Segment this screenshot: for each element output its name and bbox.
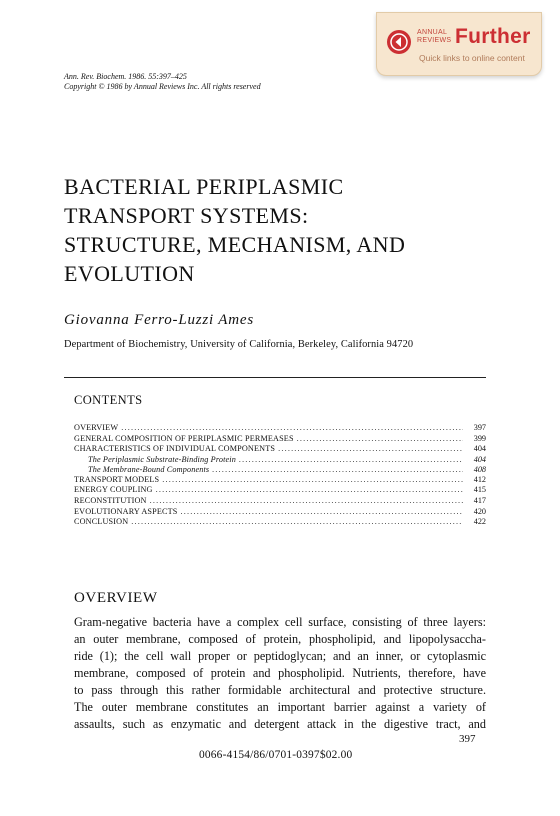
toc-page: 422: [473, 517, 486, 527]
author-name: Giovanna Ferro-Luzzi Ames: [64, 312, 254, 328]
body-line: membrane, composed of protein and phospholipid. Nutrients, therefore, have: [74, 666, 486, 680]
section-divider: [64, 377, 486, 378]
toc-entry-evolutionary-aspects[interactable]: [74, 507, 486, 518]
author-affiliation: Department of Biochemistry, University of California, Berkeley, California 94720: [64, 339, 414, 350]
toc-leader: [162, 475, 463, 486]
play-arrow-icon[interactable]: [387, 30, 411, 54]
toc-page: 397: [473, 423, 486, 432]
further-badge[interactable]: [376, 12, 542, 76]
overview-heading: OVERVIEW: [74, 590, 158, 606]
toc-label: RECONSTITUTION: [74, 495, 147, 505]
body-line: assaults, such as enzymatic and detergent attack in the digestive tract, and: [74, 717, 486, 731]
toc-entry-transport-models[interactable]: [74, 475, 486, 486]
toc-label: EVOLUTIONARY ASPECTS: [74, 506, 178, 516]
toc-page: 404: [473, 454, 486, 464]
badge-further-label: Further: [455, 25, 531, 48]
annual-reviews-logo-text: [417, 29, 451, 45]
toc-leader: [150, 496, 463, 507]
toc-leader: [180, 507, 463, 518]
title-line: STRUCTURE, MECHANISM, AND: [64, 232, 406, 257]
contents-heading: CONTENTS: [74, 393, 143, 407]
toc-label: ENERGY COUPLING: [74, 485, 153, 495]
toc-entry-binding-protein[interactable]: [74, 455, 486, 465]
toc-leader: [297, 434, 463, 445]
title-line: BACTERIAL PERIPLASMIC: [64, 174, 344, 199]
toc-page: 408: [473, 464, 486, 474]
overview-paragraph: [74, 614, 486, 733]
toc-page: 417: [473, 495, 486, 505]
toc-leader: [278, 444, 463, 455]
footer-price-code: 0066-4154/86/0701-0397$02.00: [199, 749, 353, 761]
title-line: TRANSPORT SYSTEMS:: [64, 203, 309, 228]
toc-entry-conclusion[interactable]: [74, 517, 486, 528]
toc-page: 420: [473, 506, 486, 516]
toc-label: GENERAL COMPOSITION OF PERIPLASMIC PERMEASES: [74, 433, 294, 443]
toc-label: OVERVIEW: [74, 423, 119, 432]
toc-entry-overview[interactable]: [74, 423, 486, 434]
article-title: [64, 172, 504, 288]
toc-label: The Periplasmic Substrate-Binding Protein: [88, 454, 236, 464]
toc-page: 399: [473, 433, 486, 443]
title-line: EVOLUTION: [64, 261, 195, 286]
toc-leader: [121, 423, 463, 434]
body-line: The outer membrane constitutes an important barrier against a variety of: [74, 700, 486, 714]
toc-page: 404: [473, 444, 486, 454]
journal-line-2: Copyright © 1986 by Annual Reviews Inc. All rights reserved: [64, 82, 261, 91]
journal-citation: [64, 72, 261, 92]
journal-line-1: Ann. Rev. Biochem. 1986. 55:397–425: [64, 72, 187, 81]
toc-label: The Membrane-Bound Components: [88, 464, 210, 474]
toc-label: TRANSPORT MODELS: [74, 474, 160, 484]
toc-page: 412: [473, 474, 486, 484]
body-line: Gram-negative bacteria have a complex cell surface, consisting of three layers:: [74, 615, 486, 629]
table-of-contents: [74, 423, 486, 528]
body-line: to pass through this rather formidable architectural and protective structure.: [74, 683, 486, 697]
toc-entry-reconstitution[interactable]: [74, 496, 486, 507]
toc-entry-membrane-components[interactable]: [74, 465, 486, 475]
page-number: 397: [459, 733, 476, 745]
toc-leader: [212, 465, 463, 475]
body-line: an outer membrane, composed of protein, phospholipid, and lipopolysaccha-: [74, 632, 486, 646]
toc-page: 415: [473, 485, 486, 495]
body-line: ride (1); the cell wall proper or peptidoglycan; and an inner, or cytoplasmic: [74, 649, 486, 663]
toc-leader: [131, 517, 463, 528]
toc-entry-energy-coupling[interactable]: [74, 485, 486, 496]
badge-reviews: REVIEWS: [417, 37, 452, 44]
badge-annual: ANNUAL: [417, 29, 448, 36]
badge-subtitle[interactable]: Quick links to online content: [419, 53, 525, 63]
toc-entry-general-composition[interactable]: [74, 434, 486, 445]
toc-leader: [156, 485, 463, 496]
toc-label: CONCLUSION: [74, 517, 129, 527]
toc-entry-characteristics[interactable]: [74, 444, 486, 455]
toc-label: CHARACTERISTICS OF INDIVIDUAL COMPONENTS: [74, 444, 276, 454]
toc-leader: [239, 455, 463, 465]
